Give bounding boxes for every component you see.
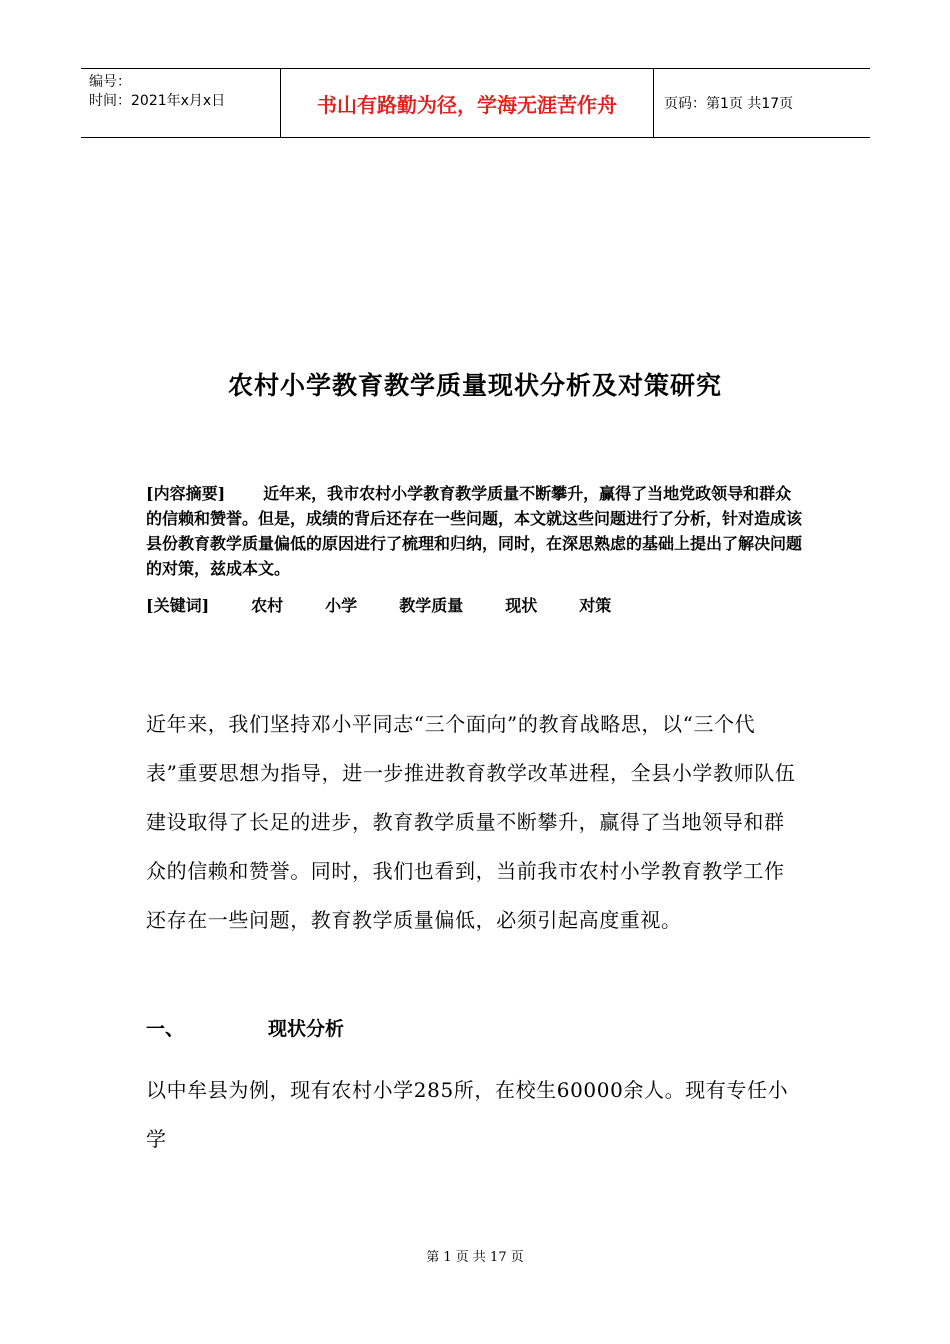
abstract-label: [内容摘要] xyxy=(146,484,226,503)
document-number-label: 编号： xyxy=(89,74,131,90)
intro-paragraph: 近年来，我们坚持邓小平同志“三个面向”的教育战略思，以“三个代表”重要思想为指导，进一步推进教育教学改革进程，全县小学教师队伍建设取得了长足的进步，教育教学质量不断攀升，赢得了当地领导和群众的信赖和赞誉。同时，我们也看到，当前我市农村小学教育教学工作还存在一些问题，教育教学质量偏低，必须引起高度重视。 xyxy=(146,712,796,932)
keyword-item: 现状 xyxy=(505,596,538,615)
keywords xyxy=(146,593,806,616)
keyword-item: 教学质量 xyxy=(399,596,464,615)
header-page-info: 页码：第1页 共17页 xyxy=(664,96,794,112)
abstract-text: 近年来，我市农村小学教育教学质量不断攀升，赢得了当地党政领导和群众的信赖和赞誉。但是，成绩的背后还存在一些问题，本文就这些问题进行了分析，针对造成该县份教育教学质量偏低的原因进行了梳理和归纳，同时，在深思熟虑的基础上提出了解决问题的对策，兹成本文。 xyxy=(146,484,803,578)
keyword-item: 对策 xyxy=(579,596,612,615)
keywords-label: [关键词] xyxy=(146,596,210,615)
document-title: 农村小学教育教学质量现状分析及对策研究 xyxy=(227,371,722,400)
header-motto: 书山有路勤为径，学海无涯苦作舟 xyxy=(281,69,654,137)
section-heading xyxy=(146,1014,344,1041)
header-meta xyxy=(81,69,281,137)
section-number: 一、 xyxy=(146,1018,185,1040)
section-paragraph: 以中牟县为例，现有农村小学285所，在校生60000余人。现有专任小学 xyxy=(146,1078,789,1151)
section-title: 现状分析 xyxy=(268,1018,345,1040)
page-footer: 第 1 页 共 17 页 xyxy=(426,1250,524,1265)
keyword-item: 农村 xyxy=(251,596,284,615)
abstract xyxy=(146,481,806,581)
header-table xyxy=(81,68,870,138)
keyword-item: 小学 xyxy=(325,596,358,615)
document-time: 时间：2021年x月x日 xyxy=(89,93,226,109)
